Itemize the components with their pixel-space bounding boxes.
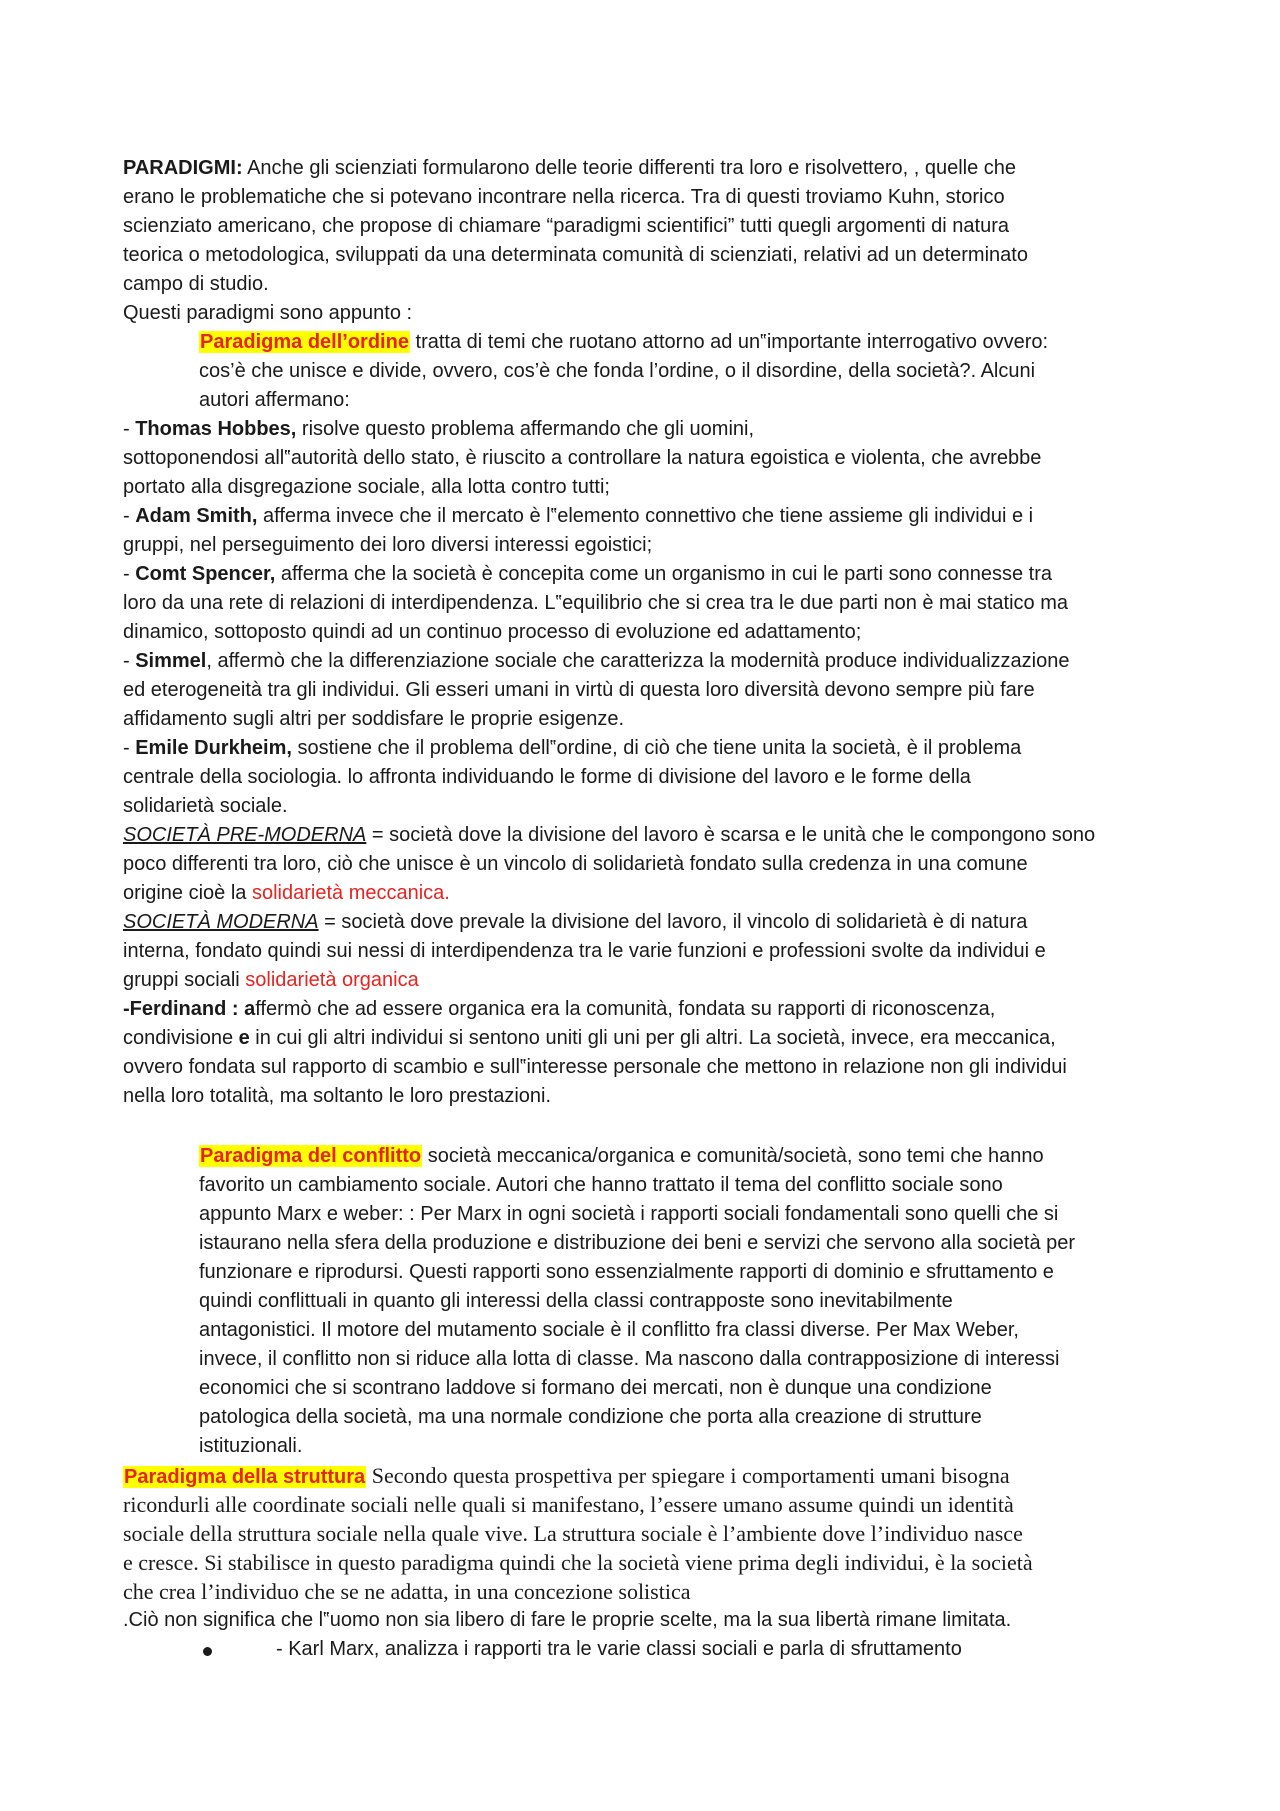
ferdinand-line-2: condivisione e in cui gli altri individui si sentono uniti gli uni per gli altri. La società, invece, era meccanica, <box>123 1027 1056 1049</box>
smith-line-2: gruppi, nel perseguimento dei loro diversi interessi egoistici; <box>123 534 653 556</box>
conflitto-line-9: economici che si scontrano laddove si formano dei mercati, non è dunque una condizione <box>199 1377 992 1399</box>
spencer-line-3: dinamico, sottoposto quindi ad un continuo processo di evoluzione ed adattamento; <box>123 621 862 643</box>
premoderna-line-2: poco differenti tra loro, ciò che unisce è un vincolo di solidarietà fondato sulla credenza in una comune <box>123 853 1028 875</box>
moderna-line-3: gruppi sociali solidarietà organica <box>123 969 419 991</box>
ordine-line-3: autori affermano: <box>199 389 350 411</box>
simmel-line-2: ed eterogeneità tra gli individui. Gli esseri umani in virtù di questa loro diversità devono sempre più fare <box>123 679 1035 701</box>
durkheim-line-1: - Emile Durkheim, sostiene che il problema dell‟ordine, di ciò che tiene unita la società, è il problema <box>123 737 1022 759</box>
struttura-line-3: sociale della struttura sociale nella quale vive. La struttura sociale è l’ambiente dove l’individuo nasce <box>123 1521 1023 1546</box>
struttura-line-2: ricondurli alle coordinate sociali nelle quali si manifestano, l’essere umano assume quindi un identità <box>123 1492 1014 1517</box>
simmel-line-1: - Simmel, affermò che la differenziazione sociale che caratterizza la modernità produce individualizzazione <box>123 650 1070 672</box>
struttura-line-6: .Ciò non significa che l‟uomo non sia libero di fare le proprie scelte, ma la sua libertà rimane limitata. <box>123 1609 1012 1631</box>
hobbes-line-3: portato alla disgregazione sociale, alla lotta contro tutti; <box>123 476 610 498</box>
conflitto-line-8: invece, il conflitto non si riduce alla lotta di classe. Ma nascono dalla contrapposizione di interessi <box>199 1348 1060 1370</box>
solidarieta-meccanica: solidarietà meccanica. <box>251 882 450 904</box>
intro-line-5: campo di studio. <box>123 273 269 295</box>
intro-line-2: erano le problematiche che si potevano incontrare nella ricerca. Tra di questi troviamo Kuhn, storico <box>123 186 1005 208</box>
conflitto-line-11: istituzionali. <box>199 1435 303 1457</box>
spencer-line-2: loro da una rete di relazioni di interdipendenza. L‟equilibrio che si crea tra le due parti non è mai statico ma <box>123 592 1068 614</box>
simmel-name: Simmel <box>135 650 207 672</box>
conflitto-line-1: Paradigma del conflitto società meccanica/organica e comunità/società, sono temi che hanno <box>200 1145 1044 1167</box>
conflitto-line-5: funzionare e riprodursi. Questi rapporti sono essenzialmente rapporti di dominio e sfruttamento e <box>199 1261 1054 1283</box>
struttura-line-4: e cresce. Si stabilisce in questo paradigma quindi che la società viene prima degli individui, è la società <box>123 1550 1033 1575</box>
hobbes-line-1: - Thomas Hobbes, risolve questo problema affermando che gli uomini, <box>123 418 755 440</box>
ordine-heading: Paradigma dell’ordine <box>200 331 409 353</box>
conflitto-heading: Paradigma del conflitto <box>200 1145 422 1167</box>
spencer-name: Comt Spencer, <box>135 563 276 585</box>
conflitto-line-7: antagonistici. Il motore del mutamento sociale è il conflitto fra classi diverse. Per Max Weber, <box>199 1319 1019 1341</box>
durkheim-line-3: solidarietà sociale. <box>123 795 288 817</box>
ferdinand-line-1: -Ferdinand : affermò che ad essere organica era la comunità, fondata su rapporti di riconoscenza, <box>123 998 996 1020</box>
struttura-line-1: Paradigma della struttura Secondo questa prospettiva per spiegare i comportamenti umani bisogna <box>124 1463 1010 1488</box>
conflitto-line-6: quindi conflittuali in quanto gli interessi della classi contrapposte sono inevitabilmente <box>199 1290 953 1312</box>
hobbes-name: Thomas Hobbes, <box>135 418 297 440</box>
ferdinand-line-3: ovvero fondata sul rapporto di scambio e sull‟interesse personale che mettono in relazione non gli individui <box>123 1056 1067 1078</box>
bullet-item-karl-marx: - Karl Marx, analizza i rapporti tra le varie classi sociali e parla di sfruttamento <box>276 1638 962 1660</box>
intro-line-3: scienziato americano, che propose di chiamare “paradigmi scientifici” tutti quegli argomenti di natura <box>123 215 1009 237</box>
ferdinand-line-4: nella loro totalità, ma soltanto le loro prestazioni. <box>123 1085 552 1107</box>
intro-line-4: teorica o metodologica, sviluppati da una determinata comunità di scienziati, relativi ad un determinato <box>123 244 1028 266</box>
intro-line-1: PARADIGMI: Anche gli scienziati formularono delle teorie differenti tra loro e risolvettero, , quelle che <box>123 157 1017 179</box>
struttura-heading: Paradigma della struttura <box>124 1466 366 1488</box>
solidarieta-organica: solidarietà organica <box>245 969 419 991</box>
ordine-line-1: Paradigma dell’ordine tratta di temi che ruotano attorno ad un‟importante interrogativo ovvero: <box>200 331 1049 353</box>
ferdinand-name: -Ferdinand : a <box>123 998 256 1020</box>
struttura-line-5: che crea l’individuo che se ne adatta, in una concezione solistica <box>123 1579 691 1604</box>
spencer-line-1: - Comt Spencer, afferma che la società è concepita come un organismo in cui le parti sono connesse tra <box>123 563 1052 585</box>
simmel-line-3: affidamento sugli altri per soddisfare le proprie esigenze. <box>123 708 625 730</box>
premoderna-label: SOCIETÀ PRE-MODERNA <box>123 824 367 846</box>
moderna-label: SOCIETÀ MODERNA <box>123 911 319 933</box>
intro-line-6: Questi paradigmi sono appunto : <box>123 302 413 324</box>
conflitto-line-4: istaurano nella sfera della produzione e distribuzione dei beni e servizi che servono alla società per <box>199 1232 1076 1254</box>
hobbes-line-2: sottoponendosi all‟autorità dello stato, è riuscito a controllare la natura egoistica e violenta, che avrebbe <box>123 447 1042 469</box>
conflitto-line-10: patologica della società, ma una normale condizione che porta alla creazione di strutture <box>199 1406 982 1428</box>
conflitto-line-3: appunto Marx e weber: : Per Marx in ogni società i rapporti sociali fondamentali sono quelli che si <box>199 1203 1059 1225</box>
durkheim-name: Emile Durkheim, <box>135 737 292 759</box>
bullet-icon <box>203 1647 212 1656</box>
smith-line-1: - Adam Smith, afferma invece che il mercato è l‟elemento connettivo che tiene assieme gli individui e i <box>123 505 1034 527</box>
ordine-line-2: cos’è che unisce e divide, ovvero, cos’è che fonda l’ordine, o il disordine, della società?. Alcuni <box>199 360 1036 382</box>
conflitto-line-2: favorito un cambiamento sociale. Autori che hanno trattato il tema del conflitto sociale sono <box>199 1174 1003 1196</box>
intro-heading: PARADIGMI: <box>123 157 243 179</box>
premoderna-line-1: SOCIETÀ PRE-MODERNA = società dove la divisione del lavoro è scarsa e le unità che le compongono sono <box>123 824 1096 846</box>
moderna-line-1: SOCIETÀ MODERNA = società dove prevale la divisione del lavoro, il vincolo di solidarietà è di natura <box>123 911 1028 933</box>
moderna-line-2: interna, fondato quindi sui nessi di interdipendenza tra le varie funzioni e professioni svolte da individui e <box>123 940 1046 962</box>
premoderna-line-3: origine cioè la solidarietà meccanica. <box>123 882 450 904</box>
durkheim-line-2: centrale della sociologia. lo affronta individuando le forme di divisione del lavoro e le forme della <box>123 766 971 788</box>
smith-name: Adam Smith, <box>135 505 258 527</box>
